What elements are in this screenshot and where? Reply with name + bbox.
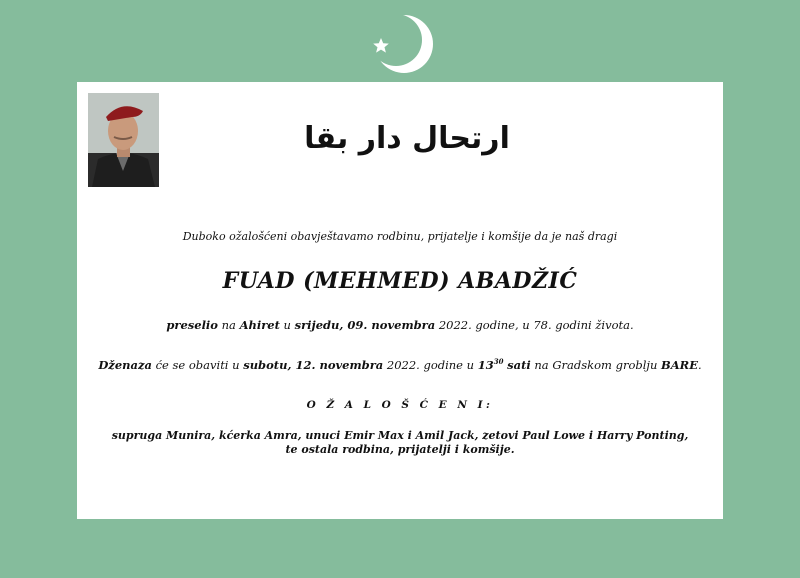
intro-text: Duboko ožalošćeni obavještavamo rodbinu, prijatelje i komšije da je naš dragi (182, 230, 618, 243)
death-details: preselio na Ahiret u srijedu, 09. novembra 2022. godine, u 78. godini života. (166, 318, 634, 332)
portrait-photo (88, 93, 159, 187)
funeral-details: Dženaza će se obaviti u subotu, 12. novembra 2022. godine u $13^{30}$ sati na Gradskom groblju BARE. (98, 357, 702, 372)
family-list: supruga Munira, kćerka Amra, unuci Emir Max i Amil Jack, zetovi Paul Lowe i Harry Ponting, te ostala rodbina, prijatelji i komšije. (111, 429, 689, 456)
arabic-calligraphy-heading (304, 100, 510, 168)
crescent-star-icon (371, 12, 433, 74)
obituary-card (77, 82, 723, 519)
mourners-heading: O Ž A L O Š Ć E N I: (306, 399, 494, 411)
deceased-name: FUAD (MEHMED) ABADŽIĆ (222, 268, 578, 294)
arabic-heading-text: ارتحال دار بقا (304, 121, 510, 156)
